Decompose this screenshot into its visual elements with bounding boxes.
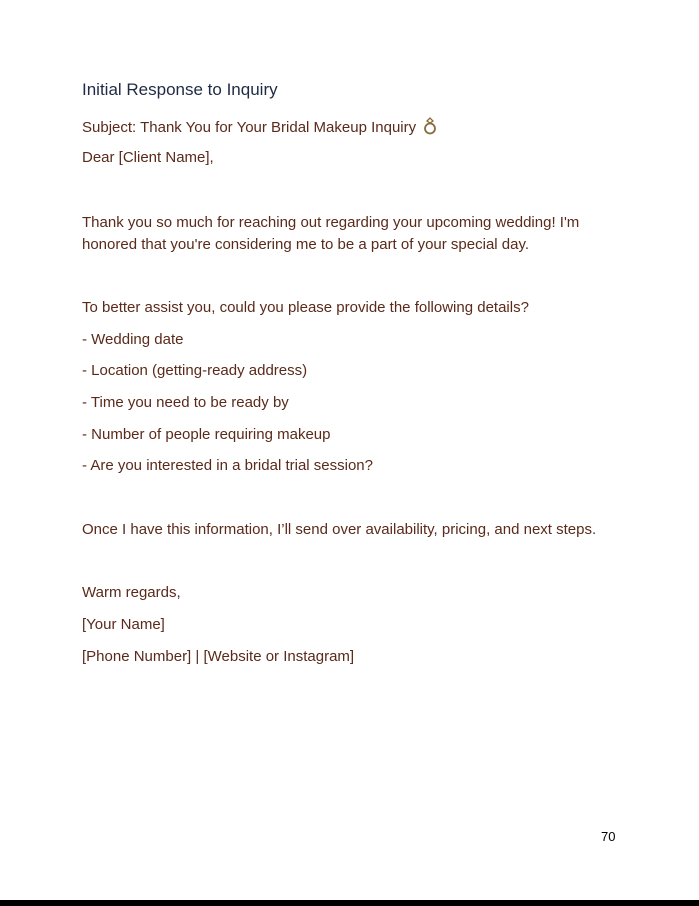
signature-contact: [Phone Number] | [Website or Instagram] (82, 648, 355, 665)
email-subject-line (82, 117, 438, 139)
section-heading: Initial Response to Inquiry (82, 80, 278, 99)
closing-paragraph: Once I have this information, I’ll send over availability, pricing, and next steps. (82, 521, 597, 538)
ring-icon (422, 117, 438, 139)
detail-item-ready-time: - Time you need to be ready by (82, 394, 289, 411)
intro-paragraph: Thank you so much for reaching out regarding your upcoming wedding! I'm honored that you're considering me to be a part of your special day. (82, 214, 580, 253)
detail-item-people-count: - Number of people requiring makeup (82, 426, 331, 443)
page-number: 70 (601, 829, 616, 844)
email-subject: Subject: Thank You for Your Bridal Makeup Inquiry (82, 119, 417, 136)
bottom-edge-bar (0, 900, 699, 906)
greeting: Dear [Client Name], (82, 149, 214, 166)
sign-off: Warm regards, (82, 584, 181, 601)
details-intro: To better assist you, could you please provide the following details? (82, 299, 529, 316)
detail-item-location: - Location (getting-ready address) (82, 362, 308, 379)
signature-name: [Your Name] (82, 616, 165, 633)
detail-item-wedding-date: - Wedding date (82, 331, 184, 348)
detail-item-trial-session: - Are you interested in a bridal trial session? (82, 457, 373, 474)
